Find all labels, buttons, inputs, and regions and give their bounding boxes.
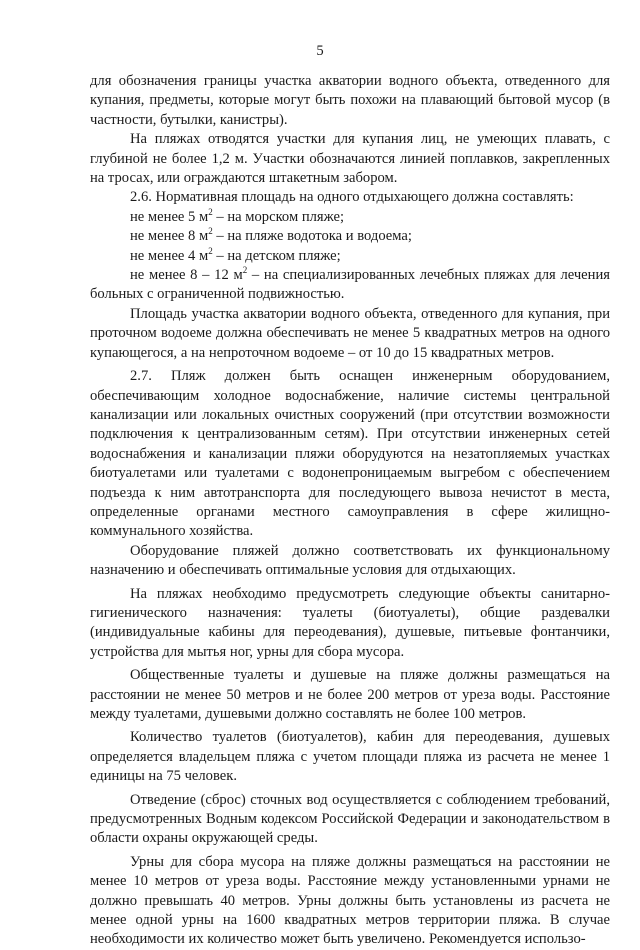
paragraph-section-2-7: 2.7. Пляж должен быть оснащен инженерным оборудованием, обеспечивающим холодное водоснабжение, наличие системы центральной канализации или локальных очистных сооружений (при отсутствии возможности подключения к централизованным сетям). При отсутствии инженерных сетей водоснабжения и канализации пляжи оборудуются на незатопляемых участках биотуалетами или туалетами с водонепроницаемым выгребом с обеспечением подъезда к ним автотранспорта для последующего вывоза нечистот в места, определенные органами местного самоуправления в сфере жилищно-коммунального хозяйства. bbox=[90, 368, 610, 540]
list-item-medical-beach bbox=[90, 266, 610, 305]
list-item-text: – на специализированных лечебных пляжах для лечения больных с ограниченной подвижностью. bbox=[90, 267, 610, 303]
paragraph-water-area: Площадь участка акватории водного объекта, отведенного для купания, при проточном водоеме должна обеспечивать не менее 5 квадратных метров на одного купающегося, а на непроточном водоеме – от 10 до 15 квадратных метров. bbox=[90, 305, 610, 361]
paragraph-equipment: Оборудование пляжей должно соответствовать их функциональному назначению и обеспечивать оптимальные условия для отдыхающих. bbox=[90, 542, 610, 579]
paragraph-toilets-distance: Общественные туалеты и душевые на пляже должны размещаться на расстоянии не менее 50 метров и не более 200 метров от уреза воды. Расстояние между туалетами, душевыми должно составлять не более 100 метров. bbox=[90, 667, 610, 722]
list-item-text: – на пляже водотока и водоема; bbox=[212, 228, 412, 245]
list-item-text: не менее 8 м bbox=[130, 228, 209, 245]
paragraph-wastewater: Отведение (сброс) сточных вод осуществляется с соблюдением требований, предусмотренных Водным кодексом Российской Федерации и законодательством в области охраны окружающей среды. bbox=[90, 791, 610, 847]
list-item-text: – на детском пляже; bbox=[212, 247, 341, 264]
list-item-children-beach bbox=[90, 247, 610, 266]
list-item-text: – на морском пляже; bbox=[212, 208, 345, 225]
list-item-river-beach bbox=[90, 227, 610, 246]
paragraph-section-2-6: 2.6. Нормативная площадь на одного отдыхающего должна составлять: bbox=[130, 189, 574, 206]
superscript: 2 bbox=[242, 265, 248, 276]
superscript: 2 bbox=[208, 245, 213, 256]
page-number: 5 bbox=[316, 43, 324, 59]
paragraph-non-swimmers-areas: На пляжах отводятся участки для купания лиц, не умеющих плавать, с глубиной не более 1,2 м. Участки обозначаются линией поплавков, закрепленных на тросах, или ограждаются штакетным забором. bbox=[90, 131, 610, 187]
document-body bbox=[90, 72, 610, 950]
list-item-text: не менее 5 м bbox=[130, 208, 209, 225]
paragraph-marker-objects: для обозначения границы участка акватории водного объекта, отведенного для купания, предметы, которые могут быть похожи на плавающий бытовой мусор (в частности, бутылки, канистры). bbox=[90, 73, 610, 128]
list-item-text: не менее 4 м bbox=[130, 247, 209, 264]
list-item-sea-beach bbox=[90, 208, 610, 227]
superscript: 2 bbox=[208, 206, 213, 217]
paragraph-toilets-count: Количество туалетов (биотуалетов), кабин для переодевания, душевых определяется владельцем пляжа с учетом площади пляжа из расчета не менее 1 единицы на 75 человек. bbox=[90, 729, 610, 785]
list-item-text: не менее 8 – 12 м bbox=[130, 267, 243, 284]
paragraph-sanitary-objects: На пляжах необходимо предусмотреть следующие объекты санитарно-гигиенического назначения: туалеты (биотуалеты), общие раздевалки (индивидуальные кабины для переодевания), душевые, питьевые фонтанчики, устройства для мытья ног, урны для сбора мусора. bbox=[90, 585, 610, 660]
superscript: 2 bbox=[208, 226, 213, 237]
paragraph-trash-bins: Урны для сбора мусора на пляже должны размещаться на расстоянии не менее 10 метров от уреза воды. Расстояние между установленными урнами не должно превышать 40 метров. Урны должны быть установлены из расчета не менее одной урны на 1600 квадратных метров территории пляжа. В случае необходимости их количество может быть увеличено. Рекомендуется использо- bbox=[90, 853, 610, 948]
